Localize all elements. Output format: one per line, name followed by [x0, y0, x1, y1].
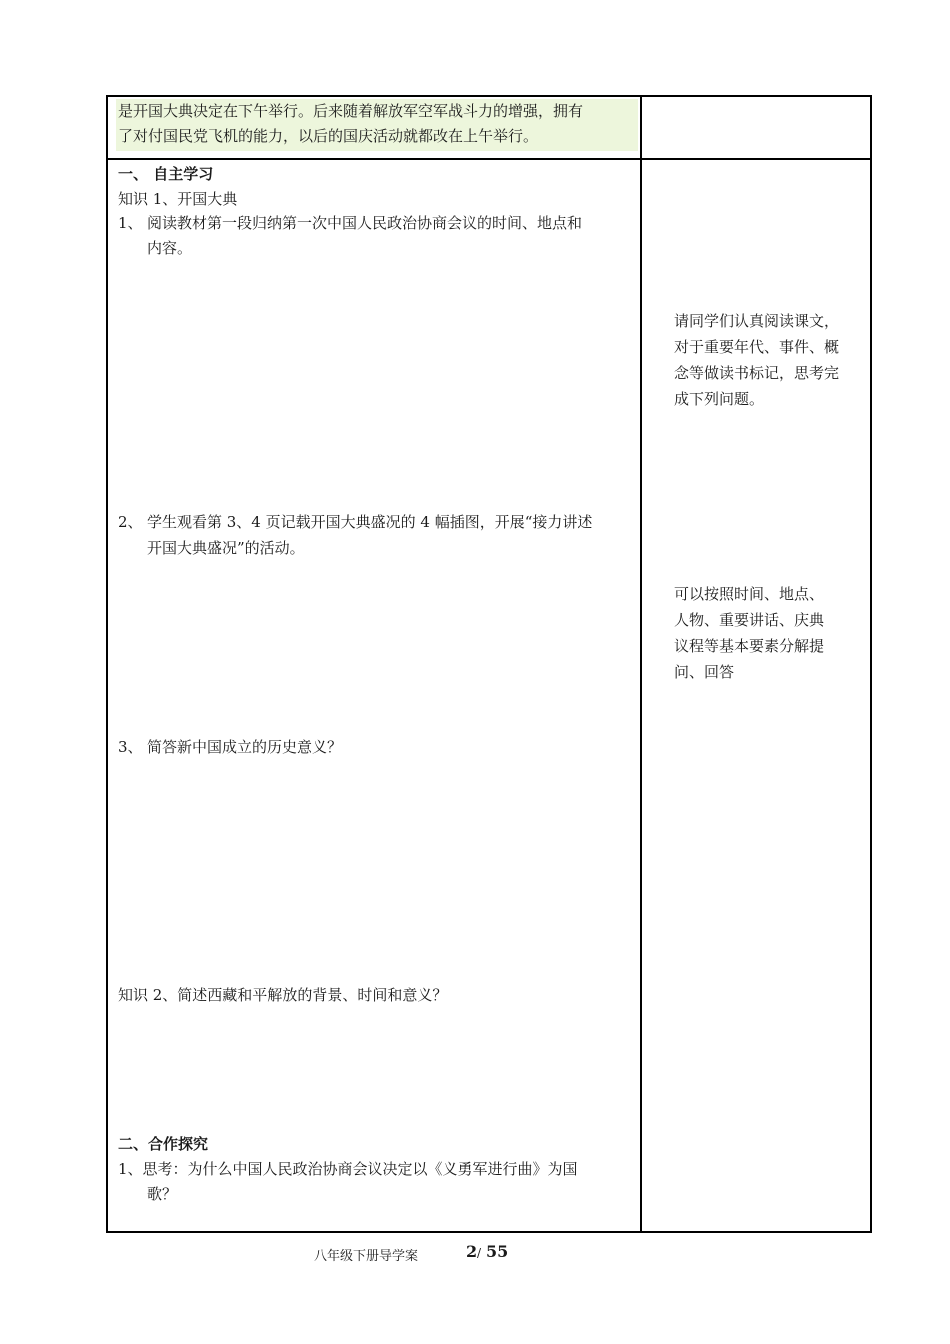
- question-1-line-1: 阅读教材第一段归纳第一次中国人民政治协商会议的时间、地点和: [147, 214, 583, 232]
- top-text-line-1: 是开国大典决定在下午举行。后来随着解放军空军战斗力的增强，拥有: [118, 102, 584, 120]
- question-2-line-1: 学生观看第 3、4 页记载开国大典盛况的 4 幅插图，开展“接力讲述: [147, 513, 593, 531]
- page-footer: [0, 1242, 950, 1266]
- column-divider: [640, 97, 642, 1231]
- question-3-line-1: 简答新中国成立的历史意义？: [147, 738, 343, 756]
- section-heading-self-study: 一、 自主学习: [118, 165, 214, 183]
- question-2-number: 2、: [118, 513, 143, 531]
- teacher-note-1-line: 对于重要年代、事件、概: [674, 338, 840, 356]
- row-divider: [108, 158, 870, 160]
- teacher-note-1-line: 请同学们认真阅读课文，: [674, 312, 840, 330]
- question-2-line-2: 开国大典盛况”的活动。: [147, 539, 305, 557]
- question-1-line-2: 内容。: [147, 239, 193, 257]
- teacher-note-1-line: 成下列问题。: [674, 390, 765, 408]
- teacher-note-2-line: 可以按照时间、地点、: [674, 585, 825, 603]
- top-text-line-2: 了对付国民党飞机的能力，以后的国庆活动就都改在上午举行。: [118, 127, 539, 145]
- footer-total-pages: 55: [486, 1242, 509, 1261]
- footer-page-separator: /: [477, 1246, 482, 1260]
- inquiry-question-1-line-1: 1、思考：为什么中国人民政治协商会议决定以《义勇军进行曲》为国: [118, 1160, 578, 1178]
- inquiry-question-1-line-2: 歌？: [147, 1185, 178, 1203]
- teacher-note-1: [674, 308, 864, 412]
- section-heading-cooperative-inquiry: 二、合作探究: [118, 1135, 209, 1153]
- footer-page-number: 2: [466, 1242, 478, 1261]
- footer-title: 八年级下册导学案: [314, 1249, 419, 1264]
- question-3-number: 3、: [118, 738, 143, 756]
- teacher-note-1-line: 念等做读书标记，思考完: [674, 364, 840, 382]
- teacher-note-2: [674, 581, 864, 685]
- knowledge-1-title: 知识 1、开国大典: [118, 190, 238, 208]
- worksheet-table: [106, 95, 872, 1233]
- teacher-note-2-line: 人物、重要讲话、庆典: [674, 611, 825, 629]
- teacher-note-2-line: 议程等基本要素分解提: [674, 637, 825, 655]
- worksheet-table-area: [106, 95, 870, 1231]
- teacher-note-2-line: 问、回答: [674, 663, 735, 681]
- question-1-number: 1、: [118, 214, 143, 232]
- knowledge-2-question: 知识 2、简述西藏和平解放的背景、时间和意义？: [118, 986, 448, 1004]
